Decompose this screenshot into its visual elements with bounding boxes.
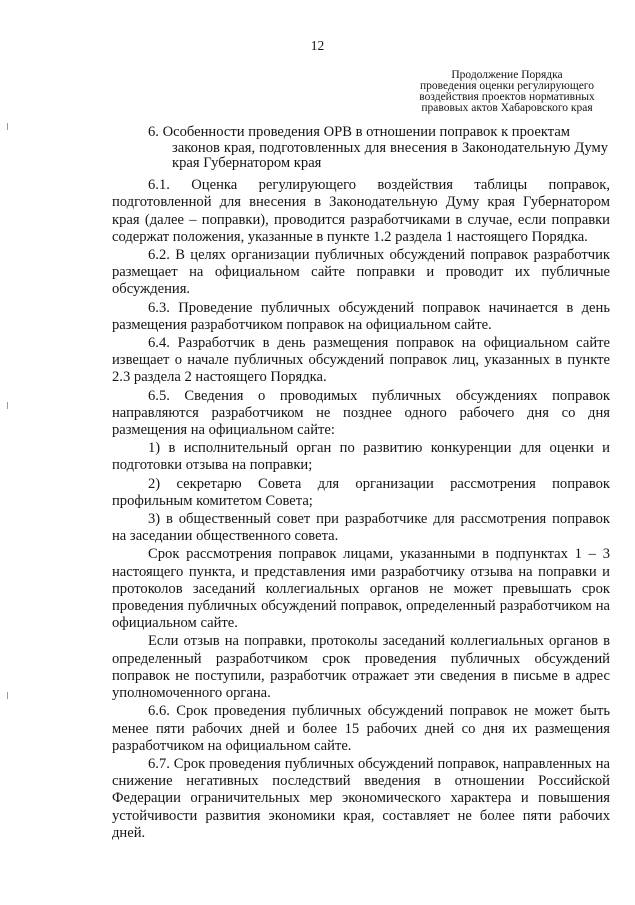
paragraph-no-review: Если отзыв на поправки, протоколы заседаний коллегиальных органов в определенный разработчиком срок проведения публичных обсуждений поправок не поступили, разработчик отражает эти сведения в письме в адрес уполномоченного органа. — [112, 633, 610, 702]
paragraph-6-7: 6.7. Срок проведения публичных обсуждений поправок, направленных на снижение негативных последствий введения в отношении Российской Федерации ограничительных мер экономического характера и повышения устойчивости развития экономики края, составляет не более пяти рабочих дней. — [112, 755, 610, 841]
list-item-1: 1) в исполнительный орган по развитию конкуренции для оценки и подготовки отзыва на поправки; — [112, 440, 610, 474]
list-item-3: 3) в общественный совет при разработчике для рассмотрения поправок на заседании общественного совета. — [112, 511, 610, 545]
paragraph-review-period: Срок рассмотрения поправок лицами, указанными в подпунктах 1 – 3 настоящего пункта, и представления ими разработчику отзыва на поправки и протоколов заседаний коллегиальных органов не может превышать срок проведения публичных обсуждений поправок, определенный разработчиком на официальном сайте. — [112, 546, 610, 632]
continuation-line-2: проведения оценки регулирующего — [420, 80, 594, 92]
paragraph-6-3: 6.3. Проведение публичных обсуждений поправок начинается в день размещения разработчиком поправок на официальном сайте. — [112, 299, 610, 333]
document-body — [112, 124, 610, 843]
paragraph-6-2: 6.2. В целях организации публичных обсуждений поправок разработчик размещает на официальном сайте поправки и проводит их публичные обсуждения. — [112, 247, 610, 298]
paragraph-6-6: 6.6. Срок проведения публичных обсуждений поправок не может быть менее пяти рабочих дней и более 15 рабочих дней со дня их размещения разработчиком на официальном сайте. — [112, 703, 610, 754]
paragraph-6-5: 6.5. Сведения о проводимых публичных обсуждениях поправок направляются разработчиком не позднее одного рабочего дня со дня размещения на официальном сайте: — [112, 387, 610, 439]
margin-mark — [7, 123, 8, 130]
section-heading — [112, 124, 610, 171]
continuation-line-3: воздействия проектов нормативных — [419, 91, 595, 103]
continuation-line-1: Продолжение Порядка — [451, 69, 563, 81]
page-number: 12 — [310, 38, 325, 53]
list-item-2: 2) секретарю Совета для организации рассмотрения поправок профильным комитетом Совета; — [112, 475, 610, 509]
paragraph-6-4: 6.4. Разработчик в день размещения поправок на официальном сайте извещает о начале публичных обсуждений поправок лиц, указанных в пункте 2.3 раздела 2 настоящего Порядка. — [112, 335, 610, 386]
paragraph-6-1: 6.1. Оценка регулирующего воздействия таблицы поправок, подготовленной для внесения в Законодательную Думу края Губернатором края (далее – поправки), проводится разработчиками в случае, если поправки содержат положения, указанные в пункте 1.2 раздела 1 настоящего Порядка. — [112, 177, 610, 245]
continuation-header — [402, 70, 612, 114]
margin-mark — [7, 402, 8, 409]
section-heading-first-line: 6. Особенности проведения ОРВ в отношении поправок к проектам — [148, 124, 571, 140]
continuation-line-4: правовых актов Хабаровского края — [421, 102, 593, 114]
margin-mark — [7, 692, 8, 699]
section-heading-continuation: законов края, подготовленных для внесения в Законодательную Думу края Губернатором края — [172, 140, 608, 172]
